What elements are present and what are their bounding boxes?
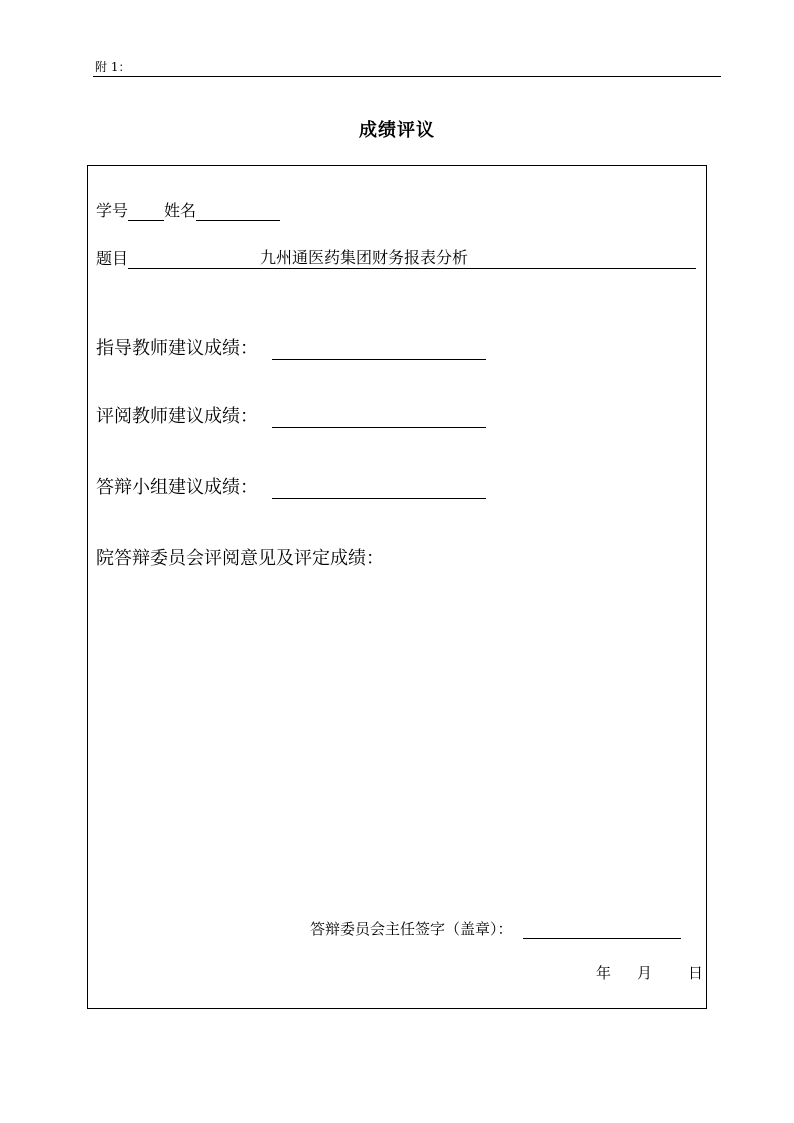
defense-group-grade-label: 答辩小组建议成绩： [96,477,258,498]
attachment-label: 附 1： [95,60,131,74]
reviewer-grade-field[interactable] [272,407,486,428]
advisor-grade-label: 指导教师建议成绩： [96,338,258,359]
advisor-grade-field[interactable] [272,339,486,360]
signature-label: 答辩委员会主任签字（盖章）： [310,920,513,938]
date-month-label: 月 [637,964,653,982]
student-id-label: 学号 [96,201,129,220]
name-label: 姓名 [164,201,197,220]
topic-label: 题目 [96,249,129,268]
signature-field[interactable] [523,920,681,939]
committee-opinion-row [96,544,384,570]
committee-opinion-label: 院答辩委员会评阅意见及评定成绩： [96,548,384,569]
date-year-label: 年 [596,964,612,982]
student-id-name-row [96,198,280,221]
advisor-grade-row [96,334,486,360]
student-id-field[interactable] [128,202,164,221]
reviewer-grade-label: 评阅教师建议成绩： [96,406,258,427]
grade-review-form [87,165,707,1009]
defense-group-grade-field[interactable] [272,478,486,499]
reviewer-grade-row [96,402,486,428]
name-field[interactable] [196,202,280,221]
date-day-label: 日 [688,964,704,982]
topic-value: 九州通医药集团财务报表分析 [260,248,469,267]
defense-group-grade-row [96,473,486,499]
date-row [596,962,703,983]
topic-field[interactable] [128,248,696,269]
signature-row [310,918,681,939]
topic-row [96,246,696,269]
header-rule [93,76,721,77]
page-title: 成绩评议 [359,120,435,141]
